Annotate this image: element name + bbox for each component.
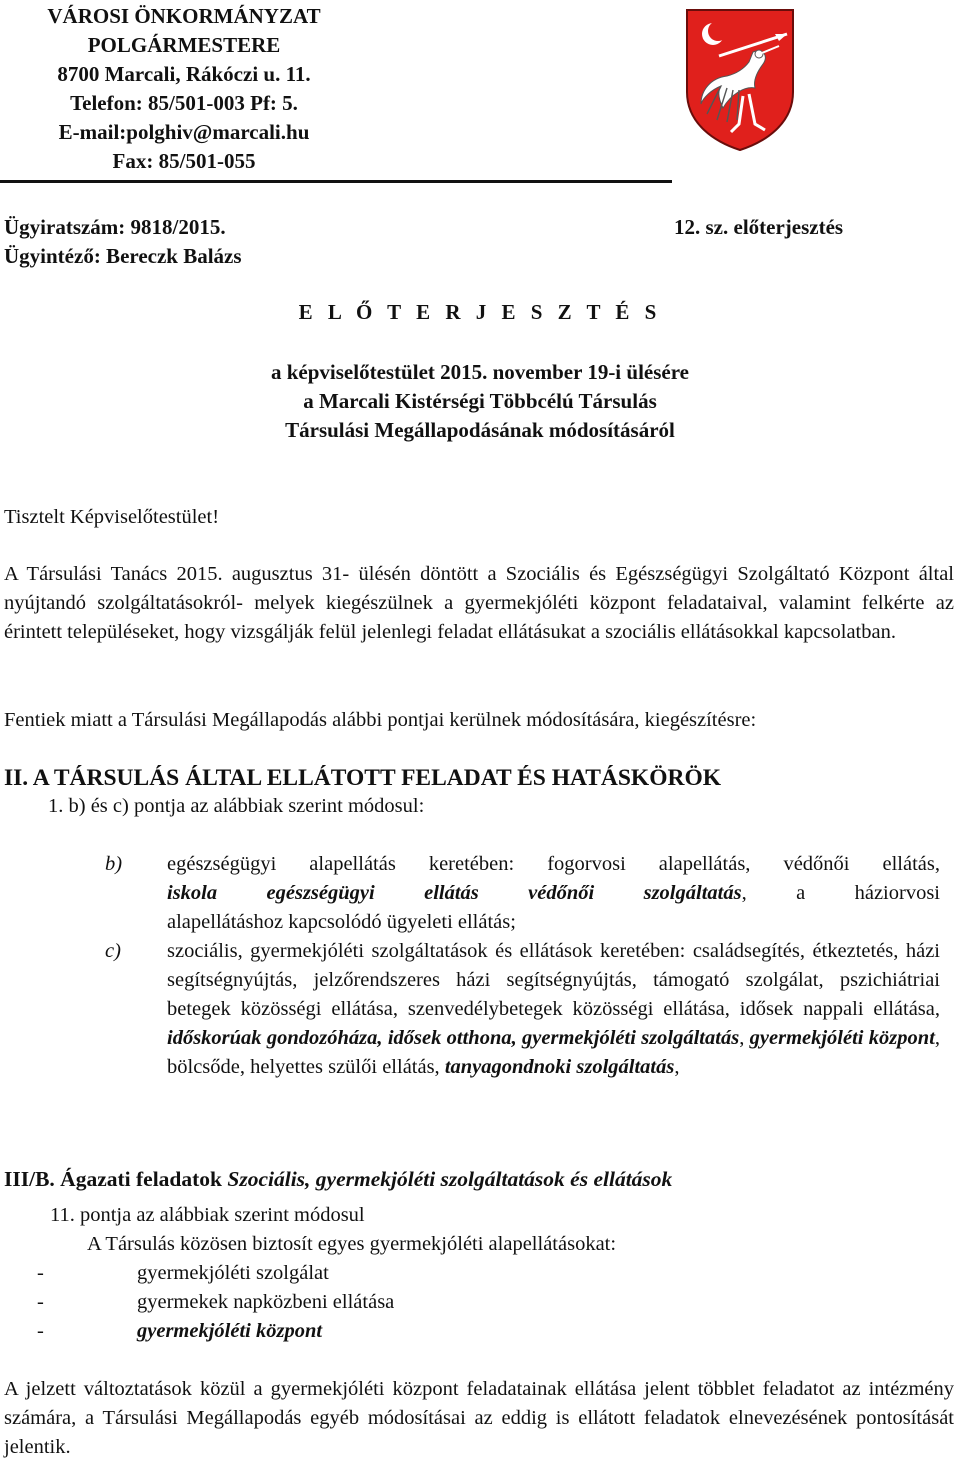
item-c-added-3: tanyagondnoki szolgáltatás	[444, 1056, 675, 1078]
document-subtitle	[0, 358, 960, 445]
service-name: gyermekjóléti központ	[137, 1320, 323, 1342]
subtitle-line-1: a képviselőtestület 2015. november 19-i ülésére	[270, 360, 689, 384]
section-2-intro: 1. b) és c) pontja az alábbiak szerint módosul:	[48, 795, 425, 817]
paragraph-decision: A Társulási Tanács 2015. augusztus 31- ülésén döntött a Szociális és Egészségügyi Szolgáltató Központ által nyújtandó szolgáltatásokról- melyek kiegészülnek a gyermekjóléti központ feladataival, valamint felkérte az érintett településeket, hogy vizsgálják felül jelenlegi feladat ellátásukat a szociális ellátásokkal kapcsolatban.	[4, 563, 954, 643]
salutation: Tisztelt Képviselőtestület!	[4, 506, 220, 528]
list-item-b	[105, 850, 940, 937]
header-line-1: VÁROSI ÖNKORMÁNYZAT	[47, 4, 321, 28]
item-c-added-1: időskorúak gondozóháza, idősek otthona, gyermekjóléti szolgáltatás	[167, 1027, 740, 1049]
item-b-line-1: egészségügyi alapellátás keretében: fogorvosi alapellátás, védőnői ellátás,	[167, 853, 940, 875]
item-b-added-service: iskola egészségügyi ellátás védőnői szolgáltatás	[167, 882, 742, 904]
document-title: E L Ő T E R J E S Z T É S	[298, 300, 662, 324]
item-b-text-2: , a háziorvosi	[741, 882, 940, 904]
list-item-c	[105, 937, 940, 1082]
service-name: gyermekjóléti szolgálat	[137, 1262, 329, 1284]
item-b-line-3: alapellátáshoz kapcsolódó ügyeleti ellátás;	[167, 911, 516, 933]
service-name: gyermekek napközbeni ellátása	[137, 1291, 395, 1313]
proposal-number: 12. sz. előterjesztés	[674, 215, 844, 239]
section-3b-heading	[4, 1165, 672, 1194]
subtitle-line-2: a Marcali Kistérségi Többcélú Társulás	[303, 389, 657, 413]
section-3b-line-1: 11. pontja az alábbiak szerint módosul	[50, 1204, 365, 1226]
coat-of-arms-icon	[683, 4, 797, 154]
item-c-text-3: ,	[674, 1056, 680, 1078]
office-header	[0, 2, 368, 176]
case-number: Ügyiratszám: 9818/2015.	[4, 215, 226, 239]
paragraph-amendments: Fentiek miatt a Társulási Megállapodás alábbi pontjai kerülnek módosítására, kiegészítésre:	[4, 709, 757, 731]
item-c-text-1: szociális, gyermekjóléti szolgáltatások és ellátások keretében: családsegítés, étkeztetés, házi segítségnyújtás, jelzőrendszeres házi segítségnyújtás, támogató szolgálat, pszichiátriai betegek közösségi ellátása, szenvedélybetegek közösségi ellátása, idősek nappali ellátása,	[167, 940, 940, 1020]
header-line-4: Telefon: 85/501-003 Pf: 5.	[70, 91, 298, 115]
section-3b-heading-bold: III/B. Ágazati feladatok	[4, 1167, 222, 1191]
reference-block	[4, 213, 242, 271]
header-line-3: 8700 Marcali, Rákóczi u. 11.	[57, 62, 311, 86]
item-c-text-2: , bölcsőde, helyettes szülői ellátás,	[167, 1027, 941, 1078]
header-line-5: E-mail:polghiv@marcali.hu	[58, 120, 310, 144]
item-c-added-2: gyermekjóléti központ	[749, 1027, 935, 1049]
section-3b-line-2: A Társulás közösen biztosít egyes gyermekjóléti alapellátásokat:	[87, 1233, 617, 1255]
subtitle-line-3: Társulási Megállapodásának módosításáról	[285, 418, 675, 442]
item-label-b: b)	[105, 853, 123, 875]
amendment-list	[105, 850, 940, 1082]
administrator: Ügyintéző: Bereczk Balázs	[4, 244, 242, 268]
section-2-heading: II. A TÁRSULÁS ÁLTAL ELLÁTOTT FELADAT ÉS HATÁSKÖRÖK	[4, 765, 722, 791]
header-line-2: POLGÁRMESTERE	[87, 33, 281, 57]
header-divider	[0, 180, 672, 183]
section-3b-heading-italic: Szociális, gyermekjóléti szolgáltatások és ellátások	[227, 1167, 673, 1191]
item-label-c: c)	[105, 940, 121, 962]
item-c-separator: ,	[739, 1027, 745, 1049]
paragraph-conclusion: A jelzett változtatások közül a gyermekjóléti központ feladatainak ellátása jelent többlet feladatot az intézmény számára, a Társulási Megállapodás egyéb módosításai az eddig is ellátott feladatok elnevezésének pontosítását jelentik.	[4, 1378, 954, 1458]
item-b-line-2	[167, 879, 940, 908]
header-line-6: Fax: 85/501-055	[112, 149, 256, 173]
